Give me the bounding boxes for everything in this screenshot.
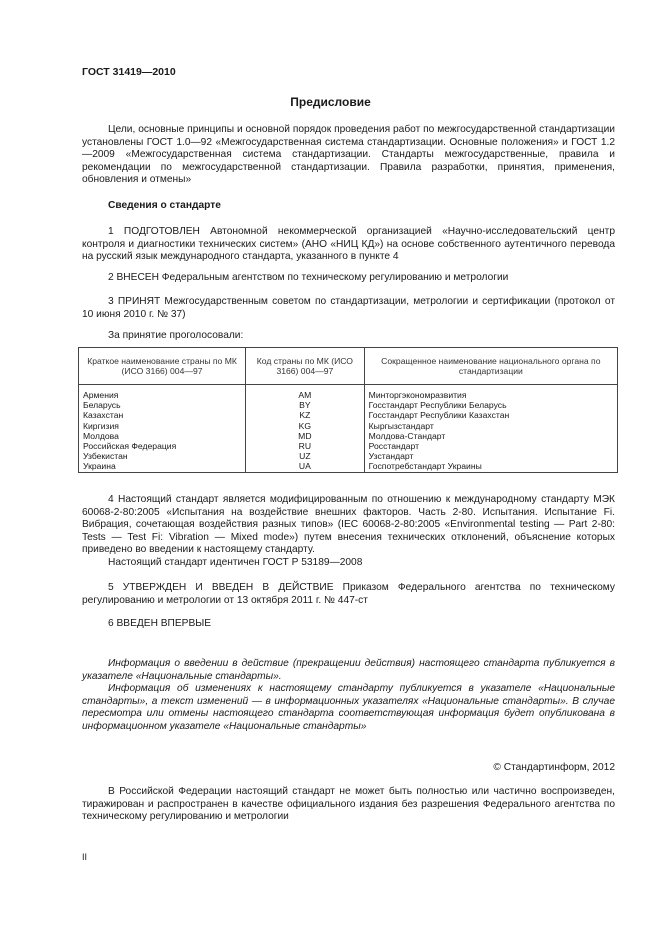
country-cell: Казахстан [79,410,246,420]
country-cell: Киргизия [79,421,246,431]
info-item-3: 3 ПРИНЯТ Межгосударственным советом по стандартизации, метрологии и сертификации (протокол от 10 июня 2010 г. № 37) [82,296,615,320]
info-item-3-block [82,296,615,321]
info-heading: Сведения о стандарте [108,200,221,211]
item-5-block [82,582,615,607]
item-5: 5 УТВЕРЖДЕН И ВВЕДЕН В ДЕЙСТВИЕ Приказом Федерального агентства по техническому регулированию и метрологии от 13 октября 2011 г. № 447-ст [82,582,615,606]
body-cell: Госстандарт Республики Казахстан [364,410,617,420]
header-country: Краткое наименование страны по МК (ИСО 3166) 004—97 [79,348,246,385]
item-4-block [82,494,615,570]
code-cell: MD [246,431,365,441]
copyright-line: © Стандартинформ, 2012 [493,762,615,773]
notice-block [82,658,615,734]
table-row [79,400,618,410]
code-cell: BY [246,400,365,410]
code-cell: UA [246,461,365,472]
standard-code: ГОСТ 31419—2010 [82,66,176,78]
item-4: 4 Настоящий стандарт является модифицированным по отношению к международному стандарту МЭК 60068-2-80:2005 «Испытания на воздействие внешних факторов. Часть 2-80. Испытания. Испытание Fi. Вибрация, сочетающая воздействия разных типов» (IEC 60068-2-80:2005 «Environmental testing — Part 2-80: Tests — Test Fi: Vibration — Mixed mode») путем внесения технических отклонений, объяснение которых приведено во введении к настоящему стандарту. [82,494,615,556]
table-row [79,385,618,401]
body-cell: Госпотребстандарт Украины [364,461,617,472]
body-cell: Узстандарт [364,451,617,461]
foreword-intro-block [82,124,615,187]
body-cell: Госстандарт Республики Беларусь [364,400,617,410]
table-row [79,431,618,441]
notice-paragraph-2: Информация об изменениях к настоящему стандарту публикуется в указателе «Национальные стандарты», а текст изменений — в информационных указателях «Национальные стандарты». В случае пересмотра или отмены настоящего стандарта соответствующая информация будет опубликована в информационном указателе «Национальные стандарты» [82,683,615,732]
item-4-identical: Настоящий стандарт идентичен ГОСТ Р 53189—2008 [108,556,363,568]
table-row [79,461,618,472]
body-cell: Кыргызстандарт [364,421,617,431]
table-row [79,421,618,431]
page-number: II [82,852,88,862]
table-row [79,451,618,461]
header-code: Код страны по МК (ИСО 3166) 004—97 [246,348,365,385]
voted-label: За принятие проголосовали: [108,330,244,341]
foreword-intro: Цели, основные принципы и основной порядок проведения работ по межгосударственной стандартизации установлены ГОСТ 1.0—92 «Межгосударственная система стандартизации. Основные положения» и ГОСТ 1.2—2009 «Межгосударственная система стандартизации. Стандарты межгосударственные, правила и рекомендации по межгосударственной стандартизации. Правила разработки, принятия, применения, обновления и отмены» [82,124,615,186]
body-cell: Минторгэкономразвития [364,385,617,401]
table-row [79,410,618,420]
voting-table [78,347,618,473]
info-item-2: 2 ВНЕСЕН Федеральным агентством по техническому регулированию и метрологии [108,272,509,283]
foreword-title: Предисловие [290,95,371,109]
body-cell: Молдова-Стандарт [364,431,617,441]
code-cell: KZ [246,410,365,420]
code-cell: AM [246,385,365,401]
item-6-block [82,618,615,631]
body-cell: Росстандарт [364,441,617,451]
voting-table-header-row [79,348,618,385]
code-cell: RU [246,441,365,451]
item-6: 6 ВВЕДЕН ВПЕРВЫЕ [108,618,212,629]
info-item-1-block [82,226,615,264]
notice-paragraph-1: Информация о введении в действие (прекращении действия) настоящего стандарта публикуется в указателе «Национальные стандарты». [82,658,615,682]
country-cell: Беларусь [79,400,246,410]
info-item-2-block [82,272,615,285]
table-row [79,441,618,451]
header-body: Сокращенное наименование национального органа по стандартизации [364,348,617,385]
info-item-1: 1 ПОДГОТОВЛЕН Автономной некоммерческой организацией «Научно-исследовательский центр контроля и диагностики технических систем» (АНО «НИЦ КД») на основе собственного аутентичного перевода на русский язык международного стандарта, указанного в пункте 4 [82,226,615,263]
country-cell: Молдова [79,431,246,441]
code-cell: UZ [246,451,365,461]
country-cell: Украина [79,461,246,472]
reproduction-block [82,786,615,824]
code-cell: KG [246,421,365,431]
country-cell: Российская Федерация [79,441,246,451]
country-cell: Армения [79,385,246,401]
country-cell: Узбекистан [79,451,246,461]
reproduction-notice: В Российской Федерации настоящий стандарт не может быть полностью или частично воспроизведен, тиражирован и распространен в качестве официального издания без разрешения Федерального агентства по техническому регулированию и метрологии [82,786,615,823]
